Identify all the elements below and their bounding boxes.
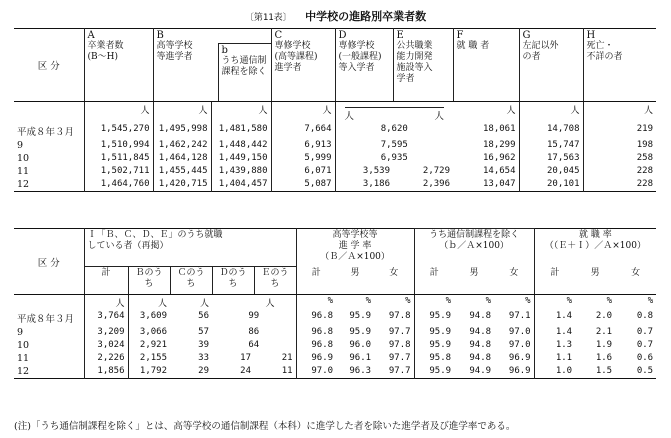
cell-G: 20,045 bbox=[519, 165, 583, 178]
row-header: 区 分 bbox=[14, 29, 84, 102]
cell-d: 17 bbox=[240, 353, 251, 363]
cell-rate: 97.0 bbox=[494, 326, 534, 339]
table-row bbox=[14, 352, 656, 365]
cell-b: 2,155 bbox=[139, 353, 167, 363]
cell-de: 86 bbox=[212, 326, 296, 339]
col-E: E 公共職業 能力開発 施設等入 学者 bbox=[393, 29, 453, 102]
sub-header-5: 計 bbox=[296, 267, 336, 295]
cell-rate: 94.8 bbox=[469, 340, 492, 350]
cell-rate: 96.9 bbox=[494, 365, 534, 379]
cell-B: 1,455,445 bbox=[153, 165, 211, 178]
cell-i: 3,209 bbox=[84, 326, 128, 339]
cell-A: 1,510,994 bbox=[84, 139, 153, 152]
cell-B: 1,462,242 bbox=[153, 139, 211, 152]
unit2-pct: % bbox=[494, 295, 534, 311]
cell-rate: 95.8 bbox=[429, 353, 452, 363]
row-label: 平成８年３月 bbox=[14, 310, 84, 326]
cell-F: 14,654 bbox=[453, 165, 519, 178]
unit2-b: 人 bbox=[157, 299, 167, 309]
cell-DE: 6,935 bbox=[380, 153, 408, 163]
cell-A: 1,464,760 bbox=[84, 178, 153, 192]
unit2-i: 人 bbox=[84, 295, 128, 311]
cell-rate: 95.9 bbox=[349, 327, 372, 337]
cell-rate: 97.1 bbox=[494, 310, 534, 326]
cell-H: 219 bbox=[636, 124, 654, 134]
cell-rate: 0.7 bbox=[636, 340, 654, 350]
cell-rate: 1.1 bbox=[555, 353, 573, 363]
row-label: 11 bbox=[14, 352, 84, 365]
cell-rate: 1.0 bbox=[555, 366, 573, 376]
row-label: 10 bbox=[14, 339, 84, 352]
cell-F: 13,047 bbox=[453, 178, 519, 192]
cell-e: 11 bbox=[254, 365, 296, 379]
cell-rate: 97.0 bbox=[494, 339, 534, 352]
cell-rate: 95.9 bbox=[429, 340, 452, 350]
cell-B: 1,420,715 bbox=[153, 178, 211, 192]
table-title bbox=[0, 8, 671, 24]
table-row bbox=[14, 326, 656, 339]
cell-H: 198 bbox=[636, 140, 654, 150]
cell-rate: 0.6 bbox=[636, 353, 654, 363]
sub-header-1: Ｂのう ち bbox=[128, 267, 170, 295]
unit-H: 人 bbox=[644, 106, 654, 116]
cell-b: 1,481,580 bbox=[211, 123, 271, 139]
cell-A: 1,502,711 bbox=[84, 165, 153, 178]
cell-b: 1,792 bbox=[139, 366, 167, 376]
cell-F: 16,962 bbox=[453, 152, 519, 165]
cell-rate: 97.8 bbox=[374, 310, 414, 326]
cell-i: 2,226 bbox=[84, 352, 128, 365]
cell-A: 1,511,845 bbox=[84, 152, 153, 165]
unit-F: 人 bbox=[453, 102, 519, 124]
cell-H: 228 bbox=[636, 179, 654, 189]
table-number: 〔第11表〕 bbox=[244, 13, 292, 23]
cell-rate: 1.3 bbox=[555, 340, 573, 350]
cell-C: 6,071 bbox=[271, 165, 335, 178]
group-advance-rate-excl: うち通信制課程を除く （ｂ／Ａ×100） bbox=[414, 229, 534, 267]
table1-unit-row bbox=[14, 102, 656, 124]
sub-header-0: 計 bbox=[84, 267, 128, 295]
cell-rate: 96.9 bbox=[311, 353, 334, 363]
table-row bbox=[14, 310, 656, 326]
group-employment-rate: 就 職 率 （（Ｅ＋Ｉ）／Ａ×100） bbox=[544, 230, 646, 251]
cell-G: 17,563 bbox=[519, 152, 583, 165]
unit2-pct: % bbox=[365, 296, 372, 306]
cell-rate: 95.9 bbox=[429, 327, 452, 337]
unit2-pct: % bbox=[374, 295, 414, 311]
cell-b: 1,449,150 bbox=[211, 152, 271, 165]
unit-B: 人 bbox=[153, 102, 211, 124]
cell-D: 3,186 bbox=[362, 179, 391, 189]
cell-G: 20,101 bbox=[519, 178, 583, 192]
cell-i: 3,764 bbox=[84, 310, 128, 326]
table-row bbox=[14, 178, 656, 192]
cell-de: 64 bbox=[212, 339, 296, 352]
cell-rate: 97.8 bbox=[374, 339, 414, 352]
cell-c: 39 bbox=[198, 340, 209, 350]
cell-rate: 94.8 bbox=[469, 353, 492, 363]
cell-H: 258 bbox=[636, 153, 654, 163]
col-A: A 卒業者数 (B〜H) bbox=[84, 29, 153, 102]
row-label: 10 bbox=[14, 152, 84, 165]
cell-C: 5,087 bbox=[271, 178, 335, 192]
unit2-pct: % bbox=[647, 296, 654, 306]
unit2-pct: % bbox=[566, 296, 573, 306]
table2-unit-row bbox=[14, 295, 656, 311]
row-label: 12 bbox=[14, 178, 84, 192]
col-H: H 死亡・ 不詳の者 bbox=[583, 29, 656, 102]
cell-rate: 1.5 bbox=[595, 366, 613, 376]
row-label: 11 bbox=[14, 165, 84, 178]
unit-b: 人 bbox=[211, 102, 271, 124]
cell-b: 1,448,442 bbox=[211, 139, 271, 152]
cell-d: 24 bbox=[240, 366, 251, 376]
cell-b: 2,921 bbox=[139, 340, 167, 350]
cell-b: 3,609 bbox=[139, 311, 167, 321]
sub-header-13: 女 bbox=[615, 267, 656, 295]
table-title-text: 中学校の進路別卒業者数 bbox=[305, 10, 427, 23]
cell-C: 7,664 bbox=[271, 123, 335, 139]
cell-F: 18,299 bbox=[453, 139, 519, 152]
row-label: 12 bbox=[14, 365, 84, 379]
cell-rate: 1.9 bbox=[595, 340, 613, 350]
cell-b: 1,439,880 bbox=[211, 165, 271, 178]
cell-rate: 97.0 bbox=[311, 366, 334, 376]
sub-header-12: 男 bbox=[575, 267, 615, 295]
cell-rate: 0.7 bbox=[636, 327, 654, 337]
cell-i: 3,024 bbox=[84, 339, 128, 352]
table-row bbox=[14, 165, 656, 178]
cell-rate: 95.9 bbox=[429, 366, 452, 376]
sub-header-4: Ｅのう ち bbox=[254, 267, 296, 295]
cell-rate: 2.0 bbox=[595, 311, 613, 321]
unit2-pct: % bbox=[485, 296, 492, 306]
unit2-c: 人 bbox=[199, 299, 209, 309]
cell-rate: 94.9 bbox=[469, 366, 492, 376]
sub-header-8: 計 bbox=[414, 267, 454, 295]
cell-DE: 7,595 bbox=[380, 140, 408, 150]
cell-c: 56 bbox=[198, 311, 209, 321]
cell-A: 1,545,270 bbox=[84, 123, 153, 139]
cell-E: 2,729 bbox=[422, 166, 451, 176]
col-G: G 左記以外 の者 bbox=[519, 29, 583, 102]
employment-rate-table bbox=[14, 228, 656, 379]
table1-header-row bbox=[14, 29, 656, 102]
row-label: 9 bbox=[14, 326, 84, 339]
cell-de: 99 bbox=[212, 310, 296, 326]
cell-G: 15,747 bbox=[519, 139, 583, 152]
sub-header-11: 計 bbox=[534, 267, 575, 295]
group-employed-among: Ｉ「Ｂ、Ｃ、Ｄ、Ｅ」のうち就職 している者（再掲） bbox=[84, 229, 296, 267]
unit2-pct: % bbox=[445, 296, 452, 306]
col-F: F 就 職 者 bbox=[453, 29, 519, 102]
cell-DE: 8,620 bbox=[380, 124, 408, 134]
cell-F: 18,061 bbox=[453, 123, 519, 139]
cell-c: 57 bbox=[198, 327, 209, 337]
cell-e: 21 bbox=[254, 352, 296, 365]
col-B: B 高等学校 等進学者 b うち通信制 課程を除く bbox=[153, 29, 271, 102]
table2-sub-header-row bbox=[14, 267, 656, 295]
sub-header-10: 女 bbox=[494, 267, 534, 295]
row-label: 平成８年３月 bbox=[14, 123, 84, 139]
cell-rate: 96.3 bbox=[349, 366, 372, 376]
cell-rate: 0.8 bbox=[636, 311, 654, 321]
group-advance-rate: 高等学校等 進 学 率 （Ｂ／Ａ×100） bbox=[296, 229, 414, 267]
table-row bbox=[14, 339, 656, 352]
table-row bbox=[14, 139, 656, 152]
cell-rate: 2.1 bbox=[595, 327, 613, 337]
cell-c: 33 bbox=[198, 353, 209, 363]
cell-C: 5,999 bbox=[271, 152, 335, 165]
cell-rate: 97.7 bbox=[374, 352, 414, 365]
cell-rate: 97.7 bbox=[374, 326, 414, 339]
cell-B: 1,495,998 bbox=[153, 123, 211, 139]
cell-rate: 97.7 bbox=[374, 365, 414, 379]
unit2-pct: % bbox=[327, 296, 334, 306]
cell-rate: 96.1 bbox=[349, 353, 372, 363]
cell-rate: 96.0 bbox=[349, 340, 372, 350]
cell-rate: 96.9 bbox=[494, 352, 534, 365]
cell-rate: 95.9 bbox=[349, 311, 372, 321]
cell-rate: 1.6 bbox=[595, 353, 613, 363]
row-label: 9 bbox=[14, 139, 84, 152]
footnote: (注)「うち通信制課程を除く」とは、高等学校の通信制課程（本科）に進学した者を除いた進学者及び進学率である。 bbox=[14, 421, 516, 432]
unit2-de: 人 bbox=[212, 295, 296, 311]
unit-A: 人 bbox=[84, 102, 153, 124]
unit2-pct: % bbox=[606, 296, 613, 306]
cell-rate: 94.8 bbox=[469, 327, 492, 337]
cell-rate: 0.5 bbox=[636, 366, 654, 376]
cell-rate: 94.8 bbox=[469, 311, 492, 321]
cell-B: 1,464,128 bbox=[153, 152, 211, 165]
sub-header-9: 男 bbox=[454, 267, 494, 295]
cell-D: 3,539 bbox=[362, 166, 391, 176]
graduates-table bbox=[14, 28, 656, 192]
unit-C: 人 bbox=[271, 102, 335, 124]
cell-rate: 96.8 bbox=[311, 327, 334, 337]
table-row bbox=[14, 365, 656, 379]
unit-G: 人 bbox=[519, 102, 583, 124]
sub-header-6: 男 bbox=[336, 267, 374, 295]
cell-rate: 96.8 bbox=[311, 340, 334, 350]
table2-group-row bbox=[14, 229, 656, 267]
col-D: D 専修学校 (一般課程) 等入学者 bbox=[335, 29, 393, 102]
table-row bbox=[14, 152, 656, 165]
cell-rate: 1.4 bbox=[555, 327, 573, 337]
row-header-2: 区 分 bbox=[14, 229, 84, 295]
table-row bbox=[14, 123, 656, 139]
cell-b: 1,404,457 bbox=[211, 178, 271, 192]
cell-C: 6,913 bbox=[271, 139, 335, 152]
cell-G: 14,708 bbox=[519, 123, 583, 139]
cell-c: 29 bbox=[198, 366, 209, 376]
unit-DE: 人 人 bbox=[335, 102, 453, 124]
cell-b: 3,066 bbox=[139, 327, 167, 337]
cell-rate: 95.9 bbox=[429, 311, 452, 321]
sub-header-7: 女 bbox=[374, 267, 414, 295]
cell-E: 2,396 bbox=[422, 179, 451, 189]
cell-rate: 1.4 bbox=[555, 311, 573, 321]
col-C: C 専修学校 (高等課程) 進学者 bbox=[271, 29, 335, 102]
cell-rate: 96.8 bbox=[311, 311, 334, 321]
cell-i: 1,856 bbox=[84, 365, 128, 379]
cell-H: 228 bbox=[636, 166, 654, 176]
sub-header-3: Ｄのう ち bbox=[212, 267, 254, 295]
sub-header-2: Ｃのう ち bbox=[170, 267, 212, 295]
